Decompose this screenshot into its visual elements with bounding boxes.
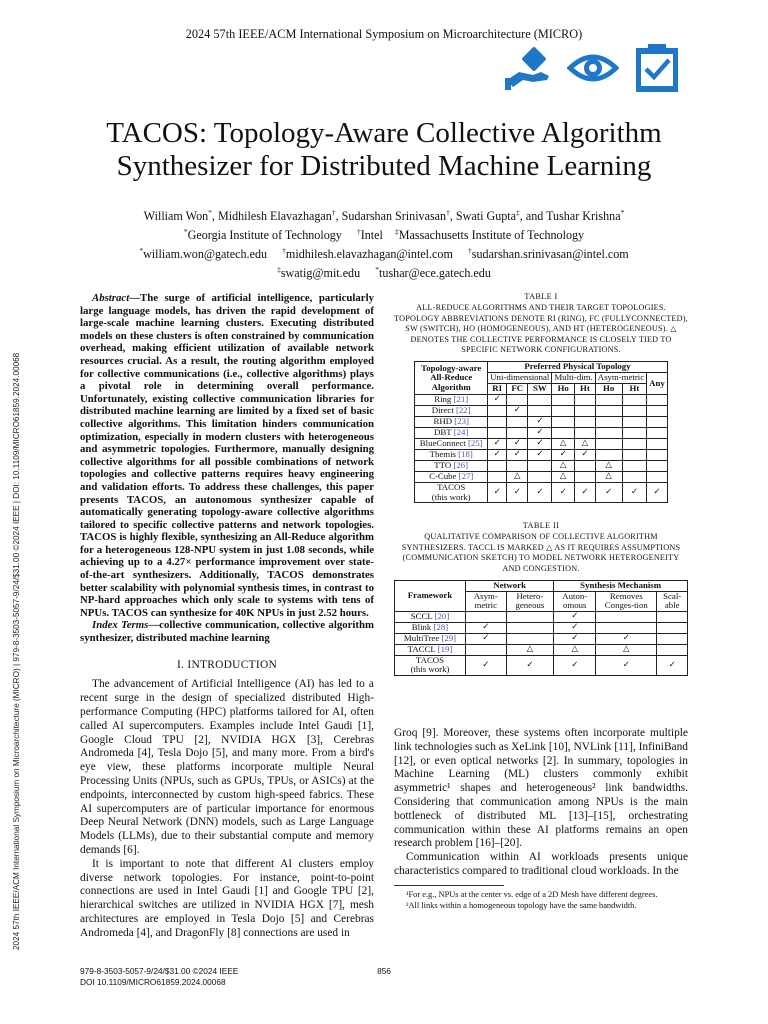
table-cell: ✓	[506, 655, 554, 675]
table-row-label: Themis [18]	[415, 449, 488, 460]
table-cell	[622, 449, 647, 460]
table-cell	[657, 633, 688, 644]
table-cell: ✓	[622, 482, 647, 502]
table-cell	[488, 471, 507, 482]
table-cell	[507, 416, 528, 427]
table-row	[415, 405, 668, 416]
table-2-caption: QUALITATIVE COMPARISON OF COLLECTIVE ALGORITHM SYNTHESIZERS. TACCL IS MARKED △ AS IT REQUIRES ASSUMPTIONS (COMMUNICATION SKETCH) TO MODEL NETWORK HETEROGENEITY AND CONGESTION.	[401, 532, 681, 573]
table-cell	[622, 460, 647, 471]
table-cell: △	[552, 471, 575, 482]
table-row-label: MultiTree [29]	[395, 633, 466, 644]
table-cell: ✓	[554, 611, 596, 622]
table-row	[415, 482, 668, 502]
table-1-subheader: FC	[507, 383, 528, 394]
table-cell	[575, 471, 596, 482]
table-cell	[466, 644, 507, 655]
table-1-header-any: Any	[647, 372, 668, 394]
table-cell: ✓	[466, 633, 507, 644]
table-cell: ✓	[554, 633, 596, 644]
intro-paragraph-1: The advancement of Artificial Intelligence (AI) has led to a recent surge in the design of specialized distributed High-performance Computing (HPC) platforms tailored for AI, often called AI supercomputers. Examples include Intel Gaudi [1], Google Cloud TPU [2], NVIDIA HGX [3], Cerebras Andromeda [4], Tesla Dojo [5], and many more. From a bird's eye view, these platforms incorporate multiple Neural Processing Units (NPUs, such as GPUs, TPUs, or ASICs) at the endpoints, interconnected by custom high-speed fabrics. These AI supercomputers are of particular importance for enormous Deep Neural Network (DNN) models, such as Large Language Models (LLMs), due to their substantial compute and memory demands [6].	[80, 678, 374, 856]
table-cell	[528, 460, 552, 471]
table-row	[415, 427, 668, 438]
table-cell: △	[552, 460, 575, 471]
table-row-label: TACOS (this work)	[415, 482, 488, 502]
table-row	[395, 622, 688, 633]
table-1	[414, 361, 668, 503]
table-cell: ✓	[657, 655, 688, 675]
table-cell: ✓	[528, 482, 552, 502]
table-cell	[488, 460, 507, 471]
table-cell: ✓	[488, 394, 507, 405]
table-1-label: TABLE I	[524, 292, 558, 301]
table-2-header-network: Network	[466, 580, 554, 591]
table-cell	[506, 611, 554, 622]
table-1-caption: ALL-REDUCE ALGORITHMS AND THEIR TARGET TOPOLOGIES. TOPOLOGY ABBREVIATIONS DENOTE RI (RING), FC (FULLYCONNECTED), SW (SWITCH), HO (HOMOGENEOUS), AND HT (HETEROGENEOUS). △ DENOTES THE COLLECTIVE PERFORMANCE IS CLOSELY TIED TO SPECIFIC NETWORK CONFIGURATIONS.	[394, 303, 688, 355]
paper-title	[0, 117, 768, 183]
title-line-2: Synthesizer for Distributed Machine Learning	[116, 150, 652, 182]
table-cell	[528, 394, 552, 405]
table-cell	[507, 394, 528, 405]
table-cell	[552, 394, 575, 405]
table-row	[395, 633, 688, 644]
table-cell	[488, 416, 507, 427]
table-cell	[575, 460, 596, 471]
table-cell: ✓	[507, 438, 528, 449]
table-1-subheader: Ho	[595, 383, 622, 394]
table-cell: ✓	[488, 482, 507, 502]
table-row-label: RHD [23]	[415, 416, 488, 427]
table-cell	[528, 471, 552, 482]
table-cell: △	[575, 438, 596, 449]
table-cell	[595, 438, 622, 449]
table-cell	[657, 611, 688, 622]
table-cell: ✓	[596, 655, 657, 675]
table-cell	[622, 438, 647, 449]
table-cell	[528, 405, 552, 416]
table-cell: ✓	[552, 449, 575, 460]
author-block	[0, 205, 768, 281]
author-names: William Won*, Midhilesh Elavazhagan†, Sudarshan Srinivasan†, Swati Gupta‡, and Tushar Krishna*	[143, 208, 625, 224]
table-cell	[507, 460, 528, 471]
table-row-label: TACCL [19]	[395, 644, 466, 655]
table-cell	[552, 405, 575, 416]
table-cell	[552, 416, 575, 427]
table-1-header-asym: Asym-metric	[595, 372, 646, 383]
table-cell: ✓	[528, 438, 552, 449]
table-cell: ✓	[528, 427, 552, 438]
table-cell	[575, 416, 596, 427]
table-cell	[595, 394, 622, 405]
table-cell: ✓	[647, 482, 668, 502]
table-cell: ✓	[488, 438, 507, 449]
table-cell	[552, 427, 575, 438]
table-cell: ✓	[552, 482, 575, 502]
artifacts-available-badge-icon	[503, 42, 555, 94]
table-2	[394, 580, 688, 676]
table-cell	[647, 405, 668, 416]
email-link[interactable]: midhilesh.elavazhagan@intel.com	[285, 247, 453, 262]
table-cell: ✓	[554, 655, 596, 675]
table-cell	[657, 622, 688, 633]
table-cell: ✓	[466, 655, 507, 675]
table-cell: △	[595, 460, 622, 471]
footnote-2: ²All links within a homogeneous topology have the same bandwidth.	[406, 900, 637, 910]
table-cell: ✓	[528, 449, 552, 460]
table-1-subheader: RI	[488, 383, 507, 394]
table-cell	[595, 449, 622, 460]
author-emails: *william.won@gatech.edu †midhilesh.elavazhagan@intel.com †sudarshan.srinivasan@intel.com	[139, 246, 629, 262]
table-cell: ✓	[507, 449, 528, 460]
footer-isbn: 979-8-3503-5057-9/24/$31.00 ©2024 IEEE	[80, 966, 239, 976]
table-cell	[595, 405, 622, 416]
footer-doi: DOI 10.1109/MICRO61859.2024.00068	[80, 977, 226, 987]
right-column-tables	[394, 292, 688, 676]
email-link[interactable]: swatig@mit.edu	[280, 266, 361, 281]
table-cell	[647, 427, 668, 438]
footnote-1: ¹For e.g., NPUs at the center vs. edge of a 2D Mesh have different degrees.	[406, 889, 658, 899]
table-2-subheader: Hetero-geneous	[506, 591, 554, 611]
page-number: 856	[377, 966, 391, 976]
table-row-label: BlueConnect [25]	[415, 438, 488, 449]
author-emails-2: ‡swatig@mit.edu *tushar@ece.gatech.edu	[277, 265, 491, 281]
email-link[interactable]: tushar@ece.gatech.edu	[379, 266, 491, 281]
email-link[interactable]: sudarshan.srinivasan@intel.com	[471, 247, 629, 262]
table-cell	[506, 622, 554, 633]
artifact-badges	[503, 42, 695, 94]
table-cell	[657, 644, 688, 655]
table-row	[415, 460, 668, 471]
table-cell	[647, 438, 668, 449]
right-paragraph-2: Communication within AI workloads presents unique characteristics compared to traditional cloud workloads. In the	[394, 851, 688, 877]
table-cell: △	[554, 644, 596, 655]
table-row	[415, 438, 668, 449]
table-cell	[575, 427, 596, 438]
table-cell: △	[506, 644, 554, 655]
table-cell	[575, 405, 596, 416]
table-cell	[647, 449, 668, 460]
table-cell: ✓	[466, 622, 507, 633]
table-cell: ✓	[507, 405, 528, 416]
table-cell: ✓	[554, 622, 596, 633]
table-cell	[595, 416, 622, 427]
table-cell	[488, 427, 507, 438]
table-cell: ✓	[488, 449, 507, 460]
table-cell	[507, 427, 528, 438]
table-cell: ✓	[596, 633, 657, 644]
table-row	[415, 416, 668, 427]
table-row-label: DBT [24]	[415, 427, 488, 438]
table-cell	[622, 405, 647, 416]
table-cell	[595, 427, 622, 438]
table-2-label: TABLE II	[522, 521, 560, 531]
table-row-label: Blink [28]	[395, 622, 466, 633]
title-line-1: TACOS: Topology-Aware Collective Algorithm	[106, 117, 662, 149]
artifacts-evaluated-badge-icon	[567, 42, 619, 94]
table-2-subheader: Asym-metric	[466, 591, 507, 611]
intro-paragraph-2: It is important to note that different AI clusters employ diverse network topologies. For instance, point-to-point connections are used in Intel Gaudi [1] and Google TPU [2], hierarchical switches are utilized in NVIDIA HGX [7], mesh architectures are employed in Tesla Dojo [5] and Cerebras Andromeda [4], and DragonFly [8] connections are used in	[80, 857, 374, 939]
table-1-header-algorithm: Topology-aware All-Reduce Algorithm	[415, 361, 488, 394]
table-cell	[596, 622, 657, 633]
table-cell	[647, 394, 668, 405]
footnote-rule	[394, 885, 504, 886]
abstract: Abstract—The surge of artificial intelligence, particularly large language models, has driven the rapid development of large-scale machine learning clusters. Executing distributed models on these clusters is often constrained by communication overhead, making efficient utilization of available network resources crucial. As a result, the routing algorithm employed for collective communications (i.e., collective algorithms) plays a pivotal role in determining overall performance. Unfortunately, existing collective communication libraries for distributed machine learning are limited by a fixed set of basic collective algorithms. This limitation hinders communication optimization, especially in modern clusters with heterogeneous and asymmetric topologies. Furthermore, manually designing collective algorithms for all possible combinations of network topologies and collective patterns requires heavy engineering and validation efforts. To address these challenges, this paper presents TACOS, an autonomous synthesizer capable of automatically generating topology-aware collective algorithms tailored to specific collective patterns and network topologies. TACOS is highly flexible, synthesizing an All-Reduce algorithm for a heterogeneous 128-NPU system in just 1.08 seconds, while achieving up to a 4.27× performance improvement over state-of-the-art synthesizers. Additionally, TACOS demonstrates better scalability with polynomial synthesis times, in contrast to NP-hard approaches which only scale to systems with tens of NPUs. TACOS can synthesize for 40K NPUs in just 2.52 hours.	[80, 292, 374, 619]
table-1-header-preferred: Preferred Physical Topology	[488, 361, 668, 372]
table-cell	[622, 416, 647, 427]
table-cell: △	[596, 644, 657, 655]
table-cell: ✓	[575, 482, 596, 502]
table-row	[395, 611, 688, 622]
table-2-header-framework: Framework	[395, 580, 466, 611]
table-cell: ✓	[507, 482, 528, 502]
table-row	[395, 644, 688, 655]
table-cell: △	[552, 438, 575, 449]
table-cell	[622, 394, 647, 405]
left-column	[80, 292, 374, 941]
table-1-subheader: Ht	[575, 383, 596, 394]
table-row-label: Direct [22]	[415, 405, 488, 416]
table-1-subheader: SW	[528, 383, 552, 394]
table-cell: ✓	[595, 482, 622, 502]
table-cell: ✓	[575, 449, 596, 460]
conference-header: 2024 57th IEEE/ACM International Symposium on Microarchitecture (MICRO)	[185, 27, 583, 41]
table-row-label: TTO [26]	[415, 460, 488, 471]
table-row-label: C-Cube [27]	[415, 471, 488, 482]
right-paragraph-1: Groq [9]. Moreover, these systems often incorporate multiple link technologies such as XeLink [10], NVLink [11], InfiniBand [12], or even optical networks [2]. In summary, topologies in Machine Learning (ML) clusters commonly exhibit asymmetric¹ shapes and heterogeneous² link bandwidths. Considering that communication among NPUs is the main bottleneck of distributed ML [13]–[15], orchestrating communication within these AI platforms remains an open research problem [16]–[20].	[394, 727, 688, 850]
email-link[interactable]: william.won@gatech.edu	[143, 247, 268, 262]
table-row	[415, 471, 668, 482]
table-2-subheader: Auton-omous	[554, 591, 596, 611]
table-row-label: TACOS (this work)	[395, 655, 466, 675]
table-cell	[488, 405, 507, 416]
table-1-subheader: Ho	[552, 383, 575, 394]
table-cell: △	[507, 471, 528, 482]
table-cell	[622, 471, 647, 482]
index-terms: Index Terms—collective communication, collective algorithm synthesizer, distributed machine learning	[80, 619, 374, 645]
table-cell	[647, 416, 668, 427]
table-cell	[622, 427, 647, 438]
right-column-text	[394, 727, 688, 911]
table-row	[395, 655, 688, 675]
section-heading-introduction: I. INTRODUCTION	[176, 658, 278, 671]
table-cell: ✓	[528, 416, 552, 427]
table-2-subheader: Removes Conges-tion	[596, 591, 657, 611]
table-cell: △	[595, 471, 622, 482]
table-cell	[466, 611, 507, 622]
results-reproduced-badge-icon	[631, 42, 683, 94]
table-cell	[575, 394, 596, 405]
table-2-subheader: Scal-able	[657, 591, 688, 611]
table-row	[415, 449, 668, 460]
affiliations: *Georgia Institute of Technology †Intel ‡Massachusetts Institute of Technology	[183, 227, 585, 243]
table-2-header-synthesis: Synthesis Mechanism	[554, 580, 688, 591]
side-doi-tab: 2024 57th IEEE/ACM International Symposium on Microarchitecture (MICRO) | 979-8-3503-5057-9/24/$31.00 ©2024 IEEE | DOI: 10.1109/MICRO61859.2024.00068	[12, 352, 21, 950]
table-cell	[647, 460, 668, 471]
table-1-subheader: Ht	[622, 383, 647, 394]
table-row-label: Ring [21]	[415, 394, 488, 405]
table-cell	[596, 611, 657, 622]
table-1-header-unidim: Uni-dimensional	[488, 372, 552, 383]
table-1-header-multidim: Multi-dim.	[552, 372, 595, 383]
table-row-label: SCCL [20]	[395, 611, 466, 622]
table-row	[415, 394, 668, 405]
table-cell	[647, 471, 668, 482]
table-cell	[506, 633, 554, 644]
